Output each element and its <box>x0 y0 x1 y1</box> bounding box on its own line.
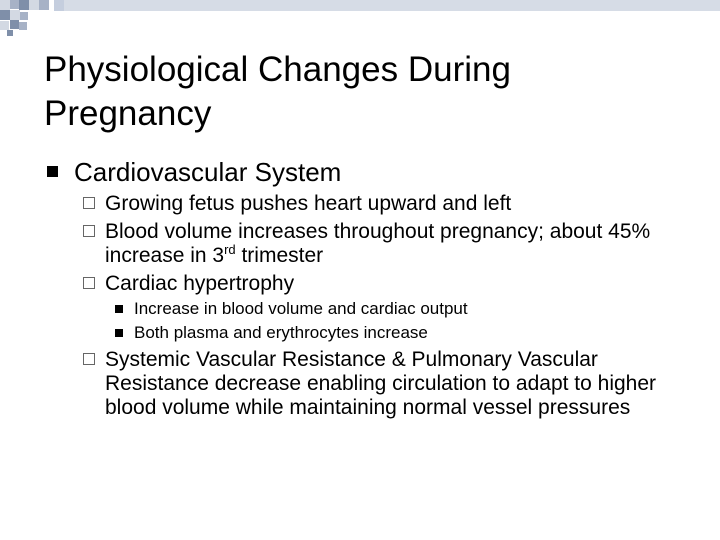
sub-sub-item-text: Both plasma and erythrocytes increase <box>134 323 428 342</box>
decor-square <box>10 20 19 29</box>
sub-item-cardiac-hypertrophy <box>83 272 683 296</box>
decor-square <box>0 10 10 20</box>
sub-sub-item-text: Increase in blood volume and cardiac output <box>134 299 468 318</box>
square-bullet-icon <box>115 329 123 337</box>
slide-title <box>44 48 684 136</box>
decor-square <box>29 0 39 10</box>
decor-square <box>0 0 10 10</box>
band-cell <box>54 0 64 11</box>
square-bullet-icon <box>47 166 58 177</box>
sub-item-vascular-resistance <box>83 348 683 420</box>
ordinal-superscript: rd <box>224 242 236 257</box>
sub-item-text: Cardiac hypertrophy <box>105 272 295 295</box>
decor-square <box>19 0 29 10</box>
decor-square <box>10 0 19 9</box>
decor-square <box>0 21 9 30</box>
band-cell <box>64 0 720 11</box>
sub-item-growing-fetus <box>83 192 683 216</box>
sub-item-blood-volume <box>83 220 683 268</box>
sub-item-text: Growing fetus pushes heart upward and left <box>105 192 512 215</box>
bullet-cardiovascular-system: Cardiovascular System <box>74 157 342 187</box>
decor-square <box>39 0 49 10</box>
square-bullet-icon <box>115 305 123 313</box>
title-line-1: Physiological Changes During <box>44 50 511 89</box>
sub-item-text: Systemic Vascular Resistance & Pulmonary Vascular Resistance decrease enabling circulation to adapt to higher blood volume while maintaining normal vessel pressures <box>105 348 657 419</box>
sub-item-text-main: Blood volume increases throughout pregnancy; about 45% increase in 3 <box>105 220 651 267</box>
checkbox-bullet-icon <box>83 353 95 365</box>
checkbox-bullet-icon <box>83 197 95 209</box>
checkbox-bullet-icon <box>83 277 95 289</box>
decor-square <box>10 10 20 20</box>
decor-square <box>20 12 28 20</box>
sub-sub-item-plasma-erythrocytes <box>115 322 675 344</box>
sub-item-text-tail: trimester <box>235 244 324 267</box>
decor-square <box>7 30 13 36</box>
sub-sub-item-blood-volume-output <box>115 298 675 320</box>
checkbox-bullet-icon <box>83 225 95 237</box>
sub-item-text <box>105 220 683 268</box>
title-line-2: Pregnancy <box>44 94 212 133</box>
decor-square <box>19 22 27 30</box>
